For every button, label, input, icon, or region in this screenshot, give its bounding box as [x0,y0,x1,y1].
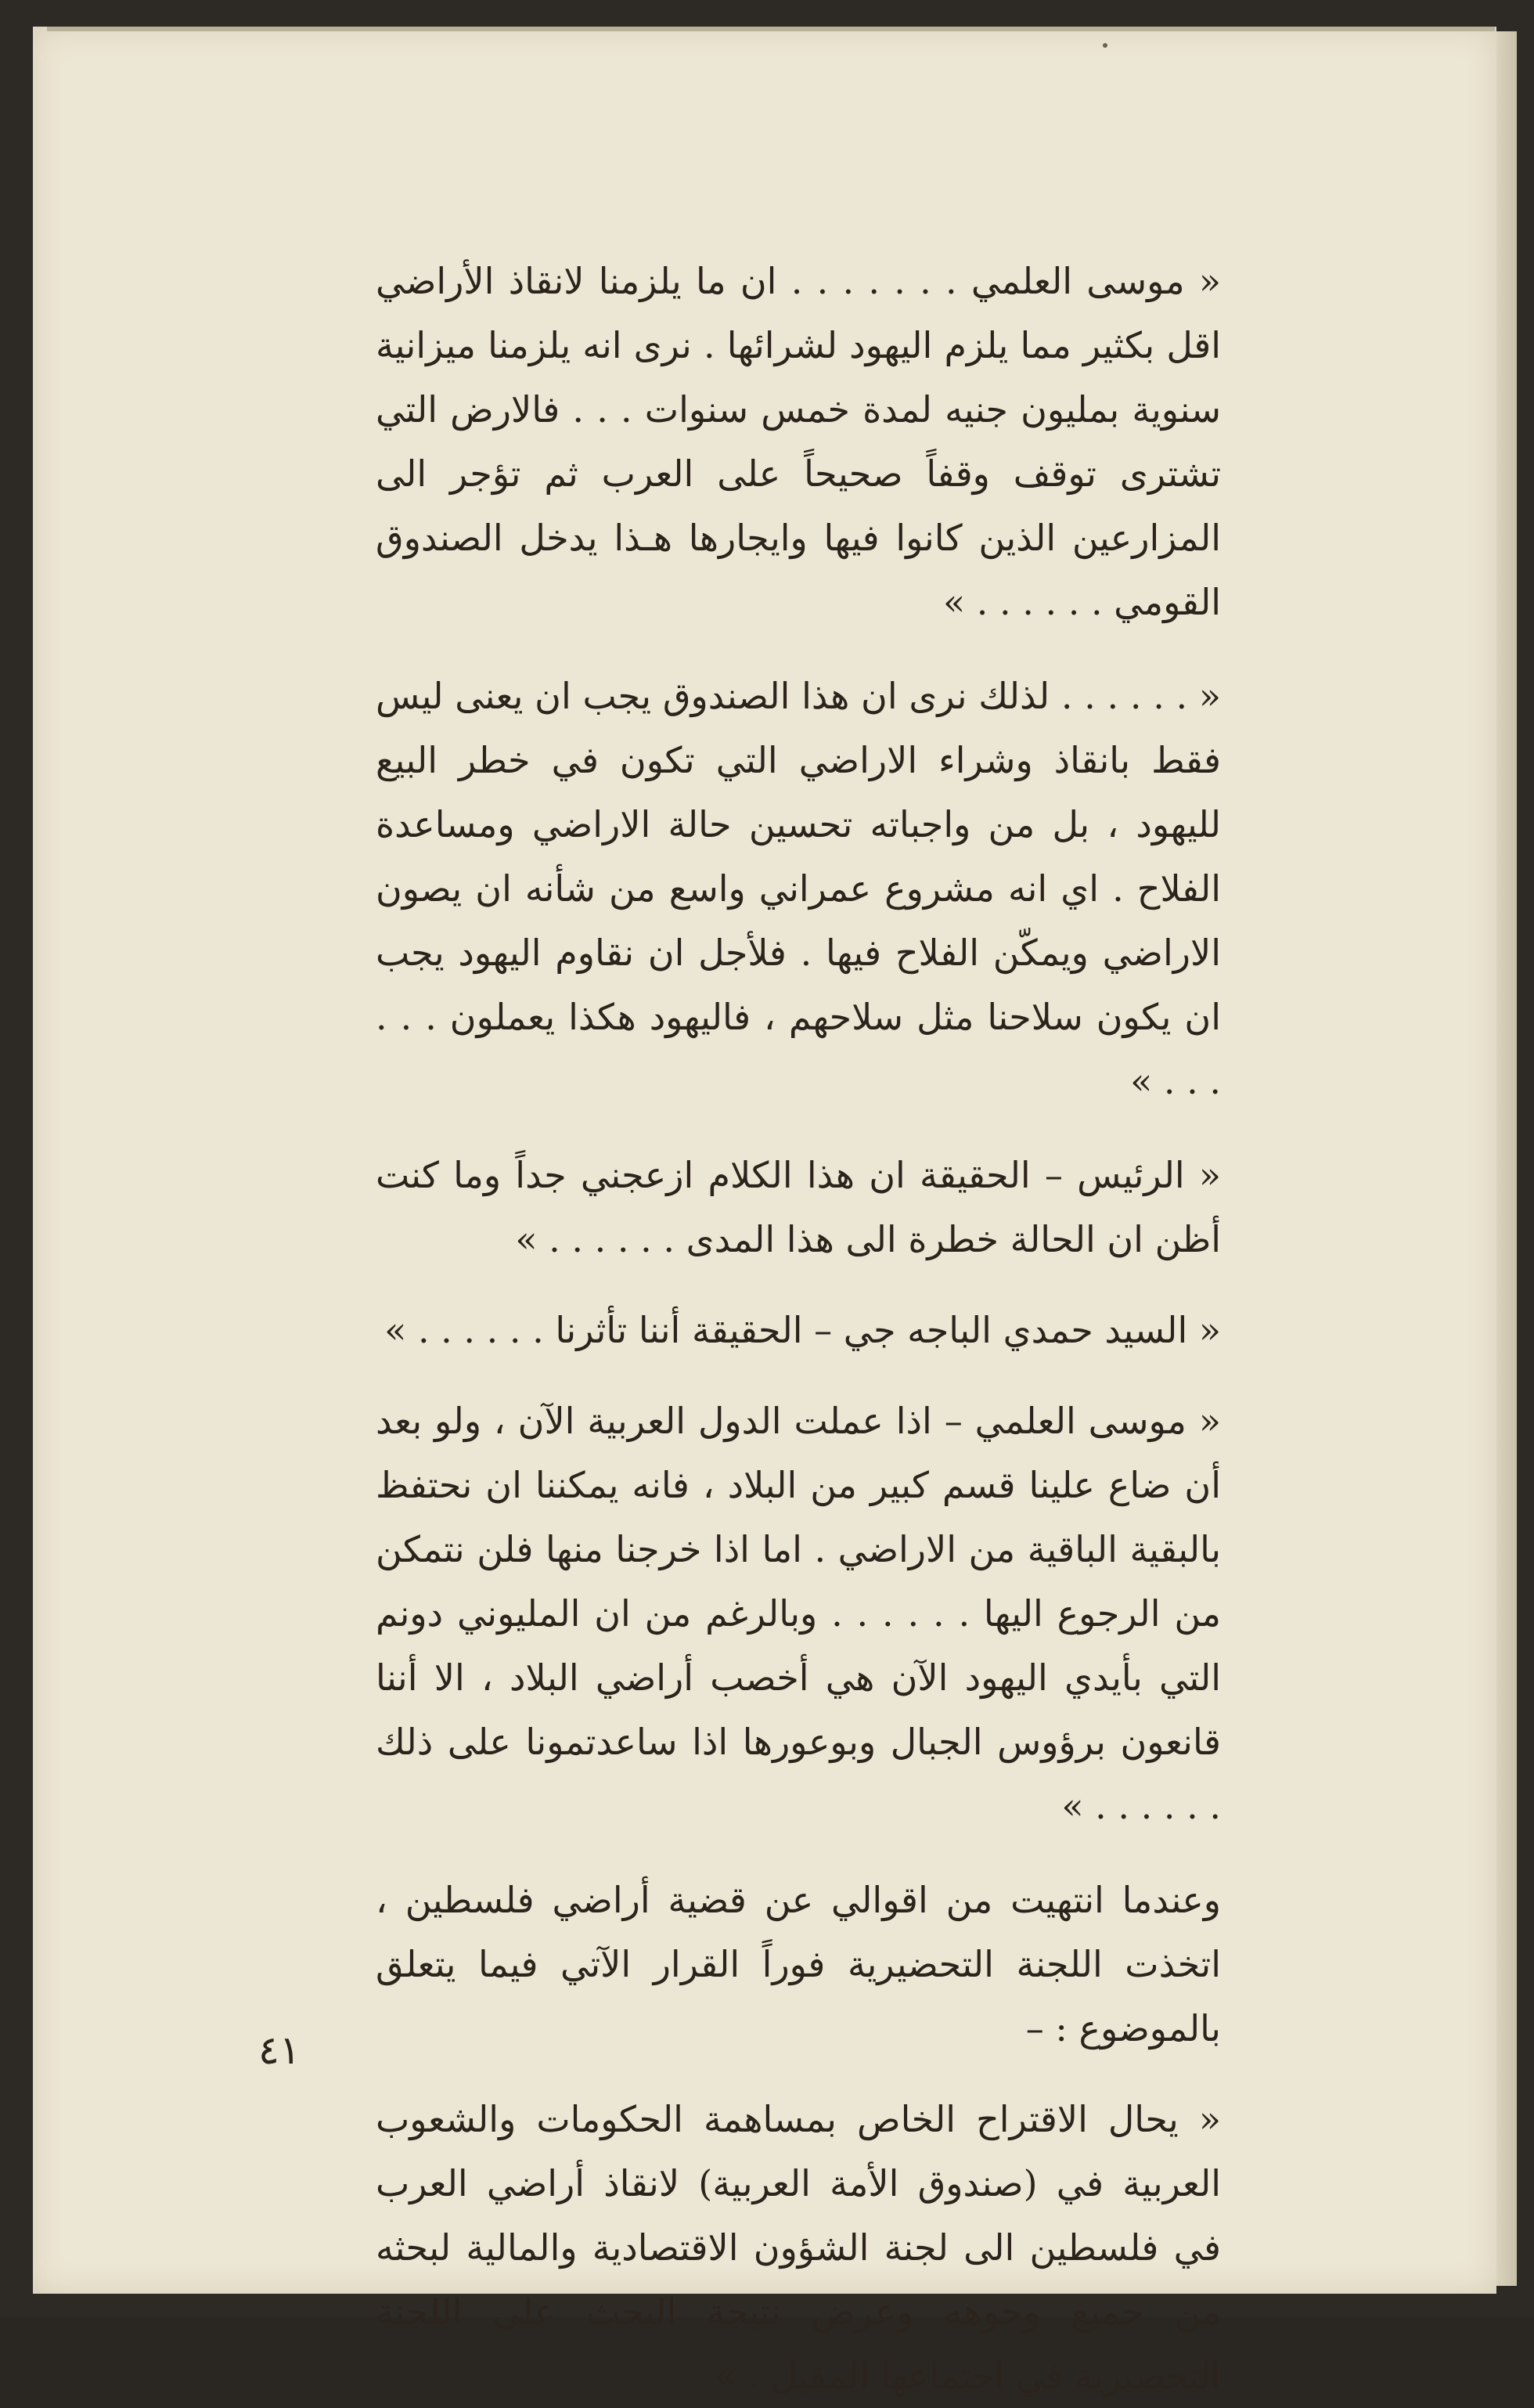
paragraph-hamdi-pachachi: « السيد حمدي الباجه جي – الحقيقة أننا تأثرنا . . . . . . » [384,1309,1221,1351]
paragraph-musa-alami-3: « موسى العلمي – اذا عملت الدول العربية الآن ، ولو بعد أن ضاع علينا قسم كبير من البلاد ، فانه يمكننا ان نحتفظ بالبقية الباقية من الاراضي . اما اذا خرجنا منها فلن نتمكن من الرجوع اليها . . . . . . وبالرغم من ان المليوني دونم التي بأيدي اليهود الآن هي أخصب أراضي البلاد ، الا أننا قانعون برؤوس الجبال وبوعورها اذا ساعدتمونا على ذلك . . . . . . » [376,1400,1221,1827]
page-number: ٤١ [258,2028,301,2073]
paragraph-committee-decision: وعندما انتهيت من اقوالي عن قضية أراضي فلسطين ، اتخذت اللجنة التحضيرية فوراً القرار الآتي فيما يتعلق بالموضوع : – [376,1879,1221,2049]
page-top-edge [47,27,1495,31]
paragraph-resolution: « يحال الاقتراح الخاص بمساهمة الحكومات والشعوب العربية في (صندوق الأمة العربية) لانقاذ أراضي العرب في فلسطين الى لجنة الشؤون الاقتصادية والمالية لبحثه من جميع وجوهه وعرض نتيجة البحث على اللجنة التحضيرية في اجتماعها المقبل . » [376,2098,1221,2397]
paragraph-president: « الرئيس – الحقيقة ان هذا الكلام ازعجني جداً وما كنت أظن ان الحالة خطرة الى هذا المدى . . . . . . » [376,1154,1221,1260]
page-right-edge [1496,31,1517,2286]
body-text [376,249,1221,2408]
paper-speck [1103,43,1107,48]
paragraph-musa-alami-1: « موسى العلمي . . . . . . . ان ما يلزمنا لانقاذ الأراضي اقل بكثير مما يلزم اليهود لشرائها . نرى انه يلزمنا ميزانية سنوية بمليون جنيه لمدة خمس سنوات . . . فالارض التي تشترى توقف وقفاً صحيحاً على العرب ثم تؤجر الى المزارعين الذين كانوا فيها وايجارها هـذا يدخل الصندوق القومي . . . . . . » [376,260,1221,623]
paragraph-musa-alami-2: « . . . . . . لذلك نرى ان هذا الصندوق يجب ان يعنى ليس فقط بانقاذ وشراء الاراضي التي تكون في خطر البيع لليهود ، بل من واجباته تحسين حالة الاراضي ومساعدة الفلاح . اي انه مشروع عمراني واسع من شأنه ان يصون الاراضي ويمكّن الفلاح فيها . فلأجل ان نقاوم اليهود يجب ان يكون سلاحنا مثل سلاحهم ، فاليهود هكذا يعملون . . . . . . » [376,675,1221,1102]
